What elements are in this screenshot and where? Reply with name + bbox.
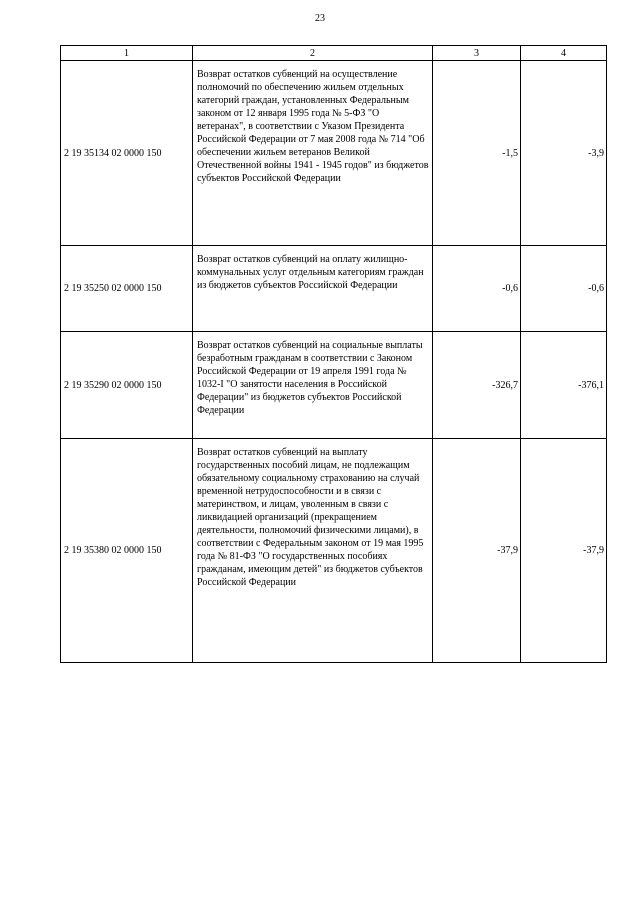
budget-code-cell: 2 19 35250 02 0000 150 [61,246,193,332]
page-number: 23 [315,13,325,24]
amount-col3-cell: -326,7 [433,332,521,439]
budget-code-cell: 2 19 35290 02 0000 150 [61,332,193,439]
description-cell: Возврат остатков субвенций на осуществление полномочий по обеспечению жильем отдельных категорий граждан, установленных Федеральным законом от 12 января 1995 года № 5-ФЗ "О ветеранах", в соответствии с Указом Президента Российской Федерации от 7 мая 2008 года № 714 "Об обеспечении жильем ветеранов Великой Отечественной войны 1941 - 1945 годов" из бюджетов субъектов Российской Федерации [193,61,433,246]
description-cell: Возврат остатков субвенций на выплату государственных пособий лицам, не подлежащим обязательному социальному страхованию на случай временной нетрудоспособности и в связи с материнством, и лицам, уволенным в связи с ликвидацией организаций (прекращением деятельности, полномочий физическими лицами), в соответствии с Федеральным законом от 19 мая 1995 года № 81-ФЗ "О государственных пособиях гражданам, имеющим детей" из бюджетов субъектов Российской Федерации [193,439,433,663]
column-header-1: 1 [61,46,193,61]
table-row [61,61,607,246]
budget-table [60,45,607,663]
column-header-3: 3 [433,46,521,61]
table-row [61,332,607,439]
table-header-row [61,46,607,61]
amount-col4-cell: -376,1 [521,332,607,439]
budget-code-cell: 2 19 35380 02 0000 150 [61,439,193,663]
column-header-2: 2 [193,46,433,61]
table-row [61,439,607,663]
description-cell: Возврат остатков субвенций на социальные выплаты безработным гражданам в соответствии с Законом Российской Федерации от 19 апреля 1991 года № 1032-I "О занятости населения в Российской Федерации" из бюджетов субъектов Российской Федерации [193,332,433,439]
amount-col4-cell: -37,9 [521,439,607,663]
description-cell: Возврат остатков субвенций на оплату жилищно-коммунальных услуг отдельным категориям граждан из бюджетов субъектов Российской Федерации [193,246,433,332]
amount-col3-cell: -1,5 [433,61,521,246]
column-header-4: 4 [521,46,607,61]
budget-code-cell: 2 19 35134 02 0000 150 [61,61,193,246]
table-row [61,246,607,332]
amount-col4-cell: -0,6 [521,246,607,332]
amount-col3-cell: -0,6 [433,246,521,332]
amount-col4-cell: -3,9 [521,61,607,246]
amount-col3-cell: -37,9 [433,439,521,663]
